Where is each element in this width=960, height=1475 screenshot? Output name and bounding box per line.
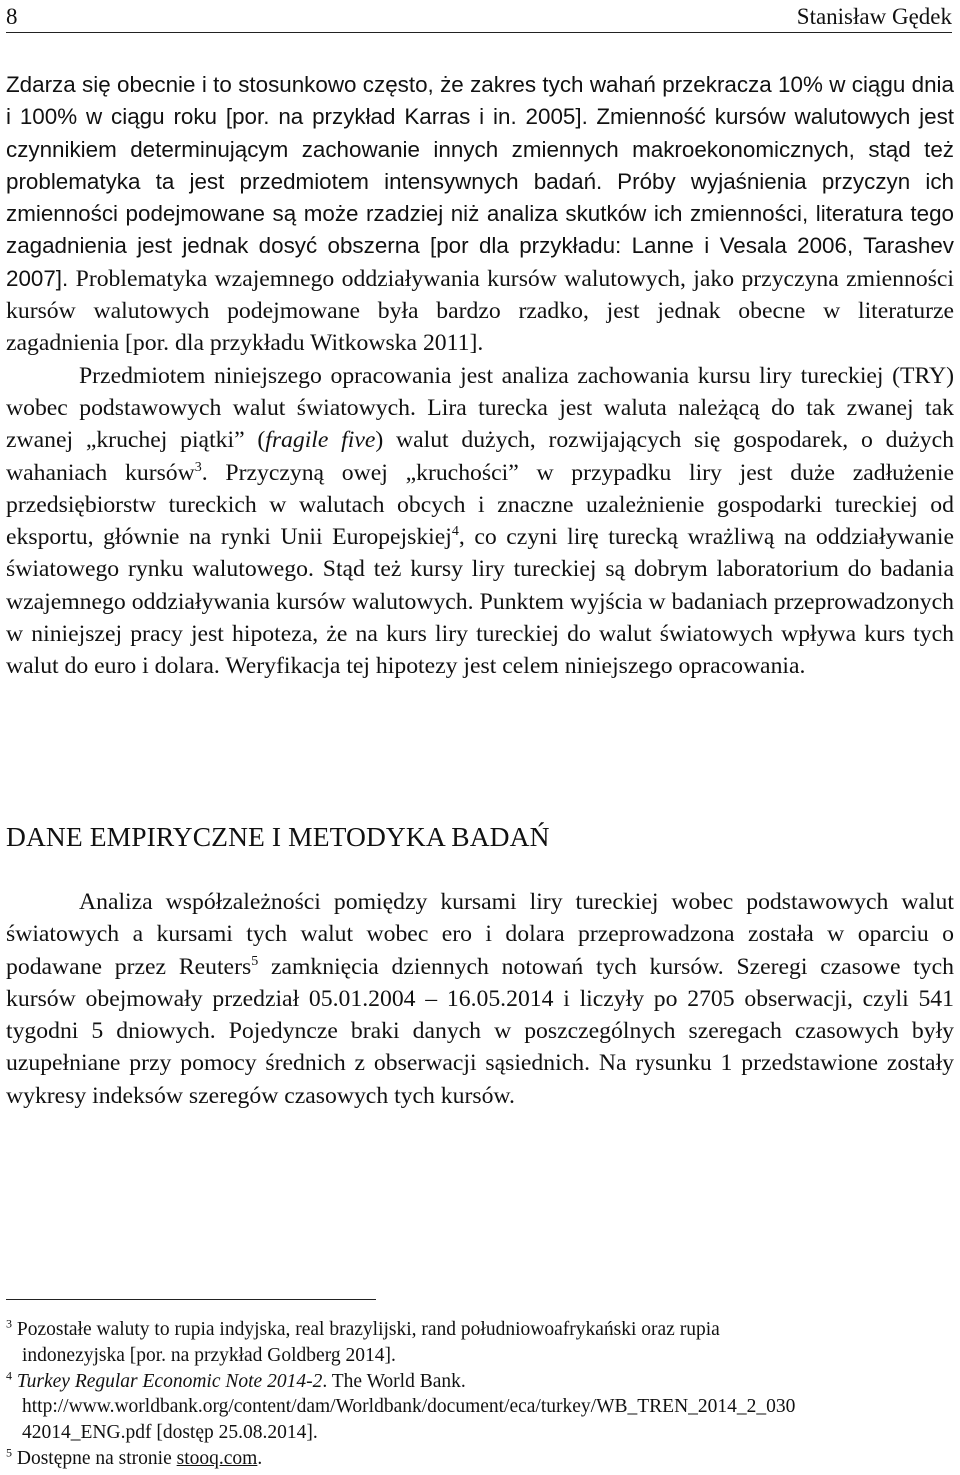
methods-paragraph xyxy=(6,886,954,1112)
paragraph-2-italic-term: fragile five xyxy=(265,427,376,454)
paragraph-2-part-c: . Przyczyną owej „kruchości” w przypadku liry jest duże zadłużenie przedsiębiorstw tureckich w walutach obcych i znaczne uzależnienie gospodarki tureckiej od eksportu, głównie na rynki Unii Europejskiej xyxy=(6,459,954,551)
paragraph-1-sentence-3: Próby wyjaśnienia przyczyn ich zmienności podejmowane są może rzadziej niż analiza skutków ich zmienności, literatura tego zagadnienia jest jednak dosyć obszerna [por dla przykładu: Lanne i Vesala 2006, Tarashev 2007]. xyxy=(6,168,954,291)
paragraph-1-sentence-1: Zdarza się obecnie i to stosunkowo często, że zakres tych wahań przekracza 10% w ciągu dnia i 100% w ciągu roku [por. na przykład Karras i in. 2005]. xyxy=(6,72,954,130)
footnote-3-number: 3 xyxy=(6,1316,12,1331)
paragraph-2-part-a: Przedmiotem niniejszego opracowania jest analiza zachowania kursu liry tureckiej (TRY) wobec podstawowych walut światowych. Lira turecka jest waluta należącą do tak zwanej tak zwanej „kruchej piątki” ( xyxy=(6,362,954,454)
stooq-link[interactable]: stooq.com xyxy=(176,1447,258,1469)
paragraph-3-part-a: Analiza współzależności pomiędzy kursami liry tureckiej wobec podstawowych walut światowych a kursami tych walut wobec ero i dolara przeprowadzona została w oparciu o podawane przez Reuters xyxy=(6,889,954,980)
footnote-4-url-line-2[interactable]: 42014_ENG.pdf [dostęp 25.08.2014]. xyxy=(22,1422,318,1444)
footnote-5 xyxy=(6,1446,954,1472)
paragraph-2-part-b: ) walut dużych, rozwijających się gospodarek, o dużych wahaniach kursów xyxy=(6,427,954,486)
footnote-4-url-line-1[interactable]: http://www.worldbank.org/content/dam/Worldbank/document/eca/turkey/WB_TREN_2014_2_030 xyxy=(22,1396,796,1418)
running-header xyxy=(6,2,952,33)
paragraph-3-part-b: zamknięcia dziennych notowań tych kursów. Szeregi czasowe tych kursów obejmowały przedział 05.01.2004 – 16.05.2014 i liczyły po 2705 obserwacji, czyli 541 tygodni 5 dniowych. Pojedyncze braki danych w poszczególnych szeregach czasowych były uzupełniane przy pomocy średnich z obserwacji sąsiednich. Na rysunku 1 przedstawione zostały wykresy indeksów szeregów czasowych tych kursów. xyxy=(6,953,955,1109)
footnote-3-line-1: Pozostałe waluty to rupia indyjska, real brazylijski, rand południowoafrykański oraz rupia xyxy=(12,1319,720,1340)
footnote-ref-3[interactable]: 3 xyxy=(194,459,202,475)
section-heading: DANE EMPIRYCZNE I METODYKA BADAŃ xyxy=(6,821,550,852)
footnote-3 xyxy=(6,1317,954,1343)
footnote-ref-4[interactable]: 4 xyxy=(451,524,459,540)
footnote-5-number: 5 xyxy=(6,1445,12,1460)
footnote-4 xyxy=(6,1369,954,1395)
footnote-4-title: Turkey Regular Economic Note 2014-2 xyxy=(16,1370,323,1392)
paragraph-1-sentence-4: Problematyka wzajemnego oddziaływania kursów walutowych, jako przyczyna zmienności kursów walutowych podejmowane była bardzo rzadko, jest jednak obecne w literaturze zagadnienia [por. dla przykładu Witkowska 2011]. xyxy=(6,265,955,357)
paragraph-3 xyxy=(6,886,954,1112)
footnote-4-publisher: . The World Bank. xyxy=(322,1370,466,1392)
footnote-5-period: . xyxy=(257,1447,263,1469)
paragraph-1 xyxy=(6,69,954,360)
paragraph-2-part-d: , co czyni lirę turecką wrażliwą na oddziaływanie światowego rynku walutowego. Stąd też kursy liry tureckiej są dobrym laboratorium do badania wzajemnego oddziaływania kursów walutowych. Punktem wyjścia w badaniach przeprowadzonych w niniejszej pracy jest hipoteza, że na kurs liry tureckiej do walut światowych wpływa kurs tych walut do euro i dolara. Weryfikacja tej hipotezy jest celem niniejszego opracowania. xyxy=(6,524,954,680)
paragraph-2 xyxy=(6,360,954,683)
paragraph-1-sentence-2: Zmienność kursów walutowych jest czynnikiem determinującym zachowanie innych zmiennych makroekonomicznych, stąd też problematyka ta jest przedmiotem intensywnych badań. xyxy=(6,104,955,194)
footnote-5-text: Dostępne na stronie xyxy=(12,1447,177,1469)
page-number: 8 xyxy=(6,4,18,29)
footnotes xyxy=(6,1317,954,1472)
footnote-ref-5[interactable]: 5 xyxy=(251,953,259,969)
running-header-author: Stanisław Gędek xyxy=(796,4,952,29)
footnote-4-number: 4 xyxy=(6,1368,12,1383)
intro-paragraph xyxy=(6,69,954,683)
footnote-3-continuation: indonezyjska [por. na przykład Goldberg 2014]. xyxy=(22,1344,396,1366)
footnote-separator xyxy=(6,1299,376,1300)
